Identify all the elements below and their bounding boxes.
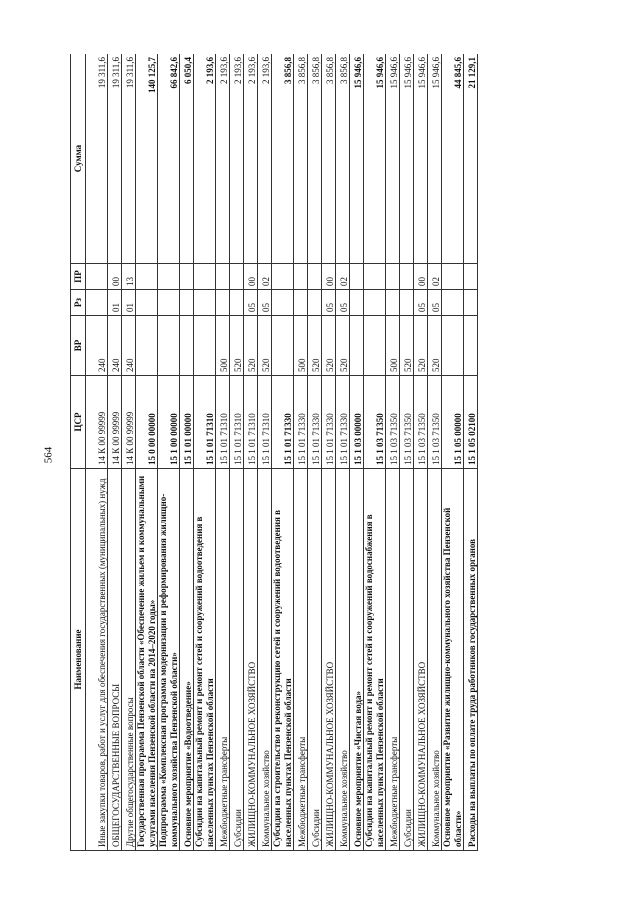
cell-name: Основное мероприятие «Развитие жилищно-коммунального хозяйства Пензенской области»	[442, 469, 464, 851]
cell-pr: 02	[336, 264, 350, 290]
cell-name: Межбюджетные трансферты	[294, 469, 308, 851]
cell-rz	[386, 290, 400, 316]
page-number-text: 564	[42, 446, 54, 464]
cell-sum: 2 193,6	[230, 54, 244, 264]
table-row	[294, 54, 308, 851]
cell-pr	[86, 264, 108, 290]
cell-sum: 3 856,8	[322, 54, 336, 264]
table-row	[428, 54, 442, 851]
cell-sum: 2 193,6	[194, 54, 216, 264]
cell-pr: 00	[108, 264, 122, 290]
table-row	[158, 54, 180, 851]
table-row	[194, 54, 216, 851]
cell-vr	[364, 316, 386, 376]
cell-rz	[464, 290, 478, 316]
cell-sum: 15 946,6	[414, 54, 428, 264]
cell-rz	[294, 290, 308, 316]
cell-vr: 240	[122, 316, 136, 376]
cell-sum: 15 946,6	[364, 54, 386, 264]
cell-pr	[308, 264, 322, 290]
cell-sum: 2 193,6	[216, 54, 230, 264]
table-row	[122, 54, 136, 851]
table-row	[464, 54, 478, 851]
table-row	[86, 54, 108, 851]
cell-vr	[180, 316, 194, 376]
cell-vr: 240	[108, 316, 122, 376]
cell-csr: 15 1 05 00000	[442, 376, 464, 469]
cell-rz: 01	[122, 290, 136, 316]
cell-pr: 02	[258, 264, 272, 290]
rotated-page-content	[70, 54, 570, 851]
cell-sum: 15 946,6	[400, 54, 414, 264]
cell-sum: 6 050,4	[180, 54, 194, 264]
cell-csr: 15 1 05 02100	[464, 376, 478, 469]
cell-rz	[216, 290, 230, 316]
cell-sum: 19 311,6	[122, 54, 136, 264]
cell-vr	[442, 316, 464, 376]
table-row	[244, 54, 258, 851]
cell-name: Расходы на выплаты по оплате труда работников государственных органов	[464, 469, 478, 851]
cell-vr: 520	[336, 316, 350, 376]
cell-name: ЖИЛИЩНО-КОММУНАЛЬНОЕ ХОЗЯЙСТВО	[414, 469, 428, 851]
cell-vr: 520	[244, 316, 258, 376]
cell-name: ЖИЛИЩНО-КОММУНАЛЬНОЕ ХОЗЯЙСТВО	[322, 469, 336, 851]
cell-csr: 15 1 01 71310	[244, 376, 258, 469]
cell-rz: 05	[428, 290, 442, 316]
cell-name: Другие общегосударственные вопросы	[122, 469, 136, 851]
cell-rz	[194, 290, 216, 316]
budget-table	[70, 54, 478, 851]
header-name: Наименование	[71, 469, 86, 851]
cell-vr: 500	[386, 316, 400, 376]
cell-pr	[136, 264, 158, 290]
cell-csr: 15 0 00 00000	[136, 376, 158, 469]
cell-csr: 15 1 03 71350	[386, 376, 400, 469]
cell-rz	[136, 290, 158, 316]
cell-vr	[194, 316, 216, 376]
cell-rz: 05	[244, 290, 258, 316]
cell-sum: 15 946,6	[350, 54, 364, 264]
cell-name: Субсидии на строительство и реконструкцию сетей и сооружений водоотведения в населенных пунктах Пензенской области	[272, 469, 294, 851]
table-row	[308, 54, 322, 851]
header-pr: ПР	[71, 264, 86, 290]
cell-name: ЖИЛИЩНО-КОММУНАЛЬНОЕ ХОЗЯЙСТВО	[244, 469, 258, 851]
cell-name: Основное мероприятие «Чистая вода»	[350, 469, 364, 851]
cell-rz	[442, 290, 464, 316]
cell-vr: 520	[258, 316, 272, 376]
cell-rz	[230, 290, 244, 316]
cell-csr: 15 1 01 71330	[294, 376, 308, 469]
cell-name: Субсидии	[308, 469, 322, 851]
cell-name: Государственная программа Пензенской области «Обеспечение жильем и коммунальными услугами населения Пензенской области на 2014–2020 годы»	[136, 469, 158, 851]
cell-sum: 2 193,6	[258, 54, 272, 264]
cell-csr: 15 1 01 71330	[308, 376, 322, 469]
cell-vr: 520	[230, 316, 244, 376]
cell-pr	[364, 264, 386, 290]
cell-csr: 15 1 01 71310	[230, 376, 244, 469]
table-row	[230, 54, 244, 851]
table-row	[442, 54, 464, 851]
cell-pr: 00	[414, 264, 428, 290]
header-sum: Сумма	[71, 54, 86, 264]
cell-sum: 140 125,7	[136, 54, 158, 264]
table-row	[414, 54, 428, 851]
cell-vr	[350, 316, 364, 376]
cell-sum: 19 311,6	[108, 54, 122, 264]
cell-csr: 15 1 03 71350	[364, 376, 386, 469]
header-rz: Рз	[71, 290, 86, 316]
cell-csr: 15 1 03 71350	[400, 376, 414, 469]
cell-pr: 00	[244, 264, 258, 290]
table-row	[364, 54, 386, 851]
table-row	[258, 54, 272, 851]
cell-sum: 66 842,6	[158, 54, 180, 264]
cell-rz: 05	[336, 290, 350, 316]
cell-csr: 15 1 01 71310	[194, 376, 216, 469]
cell-name: Коммунальное хозяйство	[258, 469, 272, 851]
cell-pr	[386, 264, 400, 290]
cell-sum: 3 856,8	[336, 54, 350, 264]
cell-name: Межбюджетные трансферты	[386, 469, 400, 851]
table-row	[216, 54, 230, 851]
cell-pr	[294, 264, 308, 290]
cell-sum: 21 129,1	[464, 54, 478, 264]
cell-name: Субсидии на капитальный ремонт и ремонт сетей и сооружений водоотведения в населенных пунктах Пензенской области	[194, 469, 216, 851]
table-row	[180, 54, 194, 851]
cell-pr	[158, 264, 180, 290]
cell-pr	[350, 264, 364, 290]
cell-vr	[272, 316, 294, 376]
cell-rz	[308, 290, 322, 316]
cell-pr	[194, 264, 216, 290]
cell-pr	[272, 264, 294, 290]
cell-vr: 520	[428, 316, 442, 376]
cell-rz: 05	[322, 290, 336, 316]
cell-csr: 14 К 00 99999	[108, 376, 122, 469]
cell-vr	[136, 316, 158, 376]
cell-vr: 520	[414, 316, 428, 376]
cell-rz	[158, 290, 180, 316]
cell-pr	[464, 264, 478, 290]
table-row	[272, 54, 294, 851]
cell-pr: 02	[428, 264, 442, 290]
table-row	[336, 54, 350, 851]
cell-sum: 3 856,8	[272, 54, 294, 264]
cell-name: Основное мероприятие «Водоотведение»	[180, 469, 194, 851]
cell-sum: 44 845,6	[442, 54, 464, 264]
cell-vr: 240	[86, 316, 108, 376]
cell-csr: 15 1 01 00000	[180, 376, 194, 469]
cell-csr: 14 К 00 99999	[122, 376, 136, 469]
cell-pr	[180, 264, 194, 290]
cell-pr	[442, 264, 464, 290]
cell-pr: 00	[322, 264, 336, 290]
cell-vr: 520	[308, 316, 322, 376]
cell-vr: 500	[216, 316, 230, 376]
cell-vr: 520	[322, 316, 336, 376]
cell-sum: 19 311,6	[86, 54, 108, 264]
cell-rz	[350, 290, 364, 316]
cell-sum: 3 856,8	[294, 54, 308, 264]
cell-rz: 05	[414, 290, 428, 316]
cell-sum: 3 856,8	[308, 54, 322, 264]
table-row	[136, 54, 158, 851]
table-row	[350, 54, 364, 851]
cell-name: Иные закупки товаров, работ и услуг для обеспечения государственных (муниципальных) нужд	[86, 469, 108, 851]
budget-table-viewport	[70, 54, 570, 851]
cell-name: Субсидии	[230, 469, 244, 851]
cell-rz: 05	[258, 290, 272, 316]
cell-vr	[158, 316, 180, 376]
page-number	[38, 440, 58, 470]
cell-name: ОБЩЕГОСУДАРСТВЕННЫЕ ВОПРОСЫ	[108, 469, 122, 851]
table-body	[86, 54, 478, 851]
cell-rz	[272, 290, 294, 316]
cell-sum: 15 946,6	[428, 54, 442, 264]
table-row	[400, 54, 414, 851]
cell-rz	[86, 290, 108, 316]
cell-csr: 15 1 01 71330	[336, 376, 350, 469]
cell-vr	[464, 316, 478, 376]
header-csr: ЦСР	[71, 376, 86, 469]
cell-csr: 15 1 03 00000	[350, 376, 364, 469]
cell-vr: 520	[400, 316, 414, 376]
cell-vr: 500	[294, 316, 308, 376]
table-row	[322, 54, 336, 851]
cell-csr: 15 1 01 71330	[322, 376, 336, 469]
cell-name: Коммунальное хозяйство	[428, 469, 442, 851]
cell-pr	[230, 264, 244, 290]
cell-csr: 15 1 03 71350	[414, 376, 428, 469]
cell-csr: 15 1 00 00000	[158, 376, 180, 469]
cell-pr	[400, 264, 414, 290]
cell-rz	[364, 290, 386, 316]
cell-pr	[216, 264, 230, 290]
cell-name: Коммунальное хозяйство	[336, 469, 350, 851]
cell-pr: 13	[122, 264, 136, 290]
cell-name: Межбюджетные трансферты	[216, 469, 230, 851]
cell-csr: 15 1 03 71350	[428, 376, 442, 469]
header-vr: ВР	[71, 316, 86, 376]
cell-sum: 2 193,6	[244, 54, 258, 264]
cell-rz: 01	[108, 290, 122, 316]
cell-csr: 15 1 01 71310	[258, 376, 272, 469]
cell-rz	[400, 290, 414, 316]
cell-csr: 15 1 01 71310	[216, 376, 230, 469]
cell-name: Субсидии на капитальный ремонт и ремонт сетей и сооружений водоснабжения в населенных пунктах Пензенской области	[364, 469, 386, 851]
cell-csr: 14 К 00 99999	[86, 376, 108, 469]
cell-name: Подпрограмма «Комплексная программа модернизации и реформирования жилищно-коммунального хозяйства Пензенской области»	[158, 469, 180, 851]
table-row	[386, 54, 400, 851]
cell-sum: 15 946,6	[386, 54, 400, 264]
cell-rz	[180, 290, 194, 316]
cell-name: Субсидии	[400, 469, 414, 851]
table-header-row	[71, 54, 86, 851]
table-row	[108, 54, 122, 851]
cell-csr: 15 1 01 71330	[272, 376, 294, 469]
